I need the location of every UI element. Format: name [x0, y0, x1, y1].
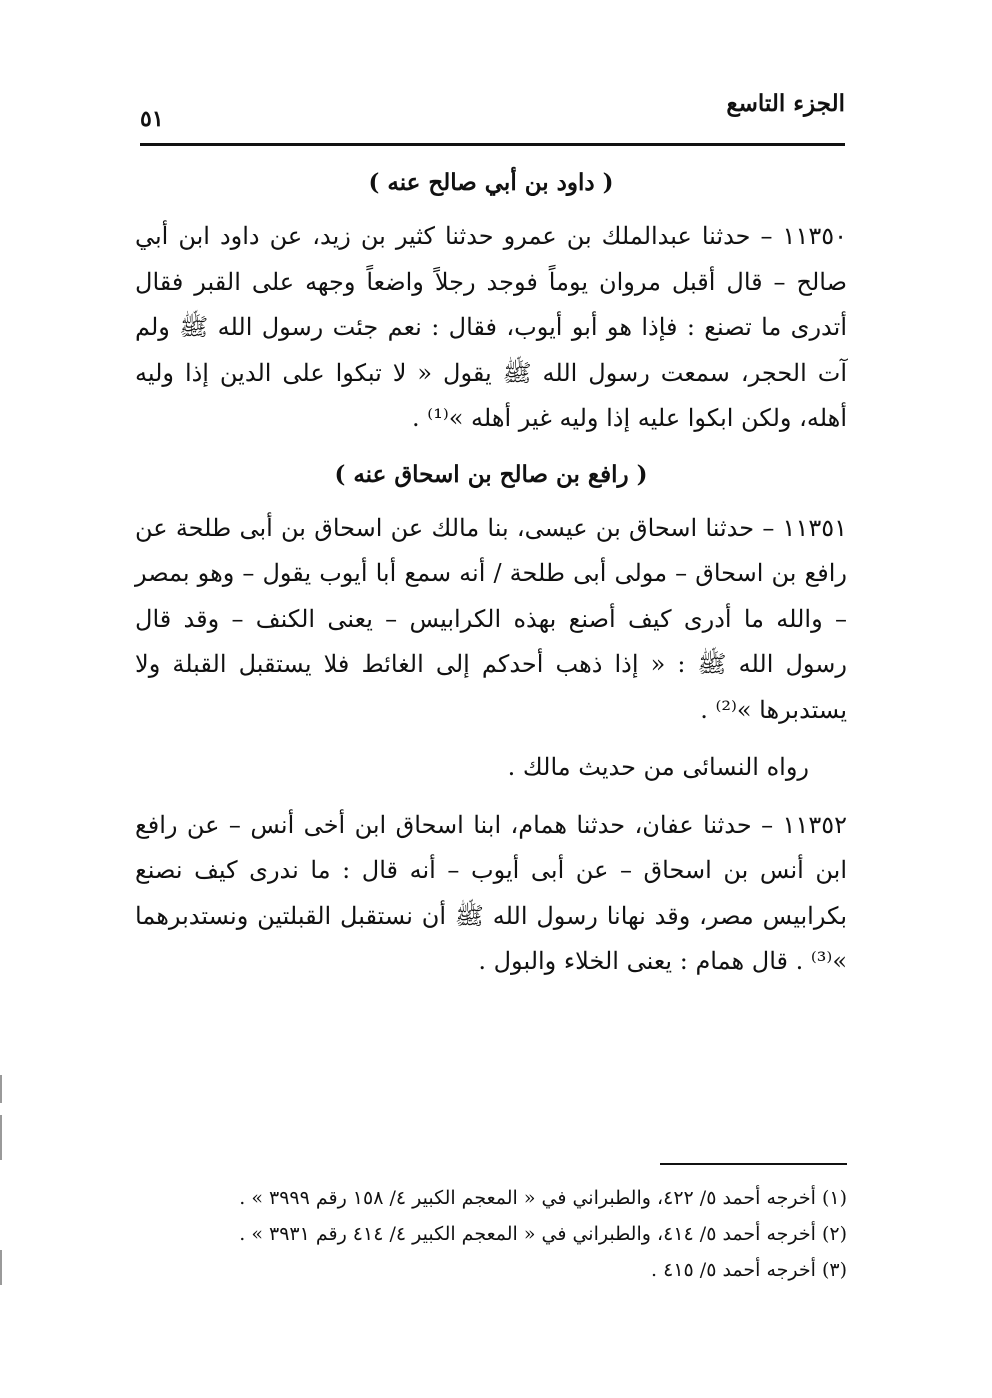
footnote-3: (٣) أخرجه أحمد ٥/ ٤١٥ .	[651, 1259, 847, 1281]
footnote-2: (٢) أخرجه أحمد ٥/ ٤١٤، والطبراني في « المعجم الكبير ٤/ ٤١٤ رقم ٣٩٣١ » .	[239, 1223, 847, 1245]
main-text	[135, 162, 847, 997]
hadith-11351: ١١٣٥١ – حدثنا اسحاق بن عيسى، بنا مالك عن اسحاق بن أبى طلحة عن رافع بن اسحاق – مولى أبى طلحة / أنه سمع أبا أيوب يقول – وهو بمصر – والله ما أدرى كيف أصنع بهذه الكرابيس – يعنى الكنف – وقد قال رسول الله ﷺ : « إذا ذهب أحدكم إلى الغائط فلا يستقبل القبلة ولا يستدبرها »⁽²⁾ .	[135, 513, 847, 724]
hadith-11352: ١١٣٥٢ – حدثنا عفان، حدثنا همام، ابنا اسحاق ابن أخى أنس – عن رافع ابن أنس بن اسحاق – عن أبى أيوب – أنه قال : ما ندرى كيف نصنع بكرابيس مصر، وقد نهانا رسول الله ﷺ أن نستقبل القبلتين ونستدبرهما »⁽³⁾ . قال همام : يعنى الخلاء والبول .	[135, 810, 847, 975]
section-heading-dawud: ( داود بن أبي صالح عنه )	[368, 169, 614, 196]
footnote-rule	[660, 1163, 847, 1165]
scan-edge-mark	[0, 1250, 2, 1285]
narration-note: رواه النسائى من حديث مالك .	[507, 753, 809, 781]
section-heading-rafi: ( رافع بن صالح بن اسحاق عنه )	[334, 460, 648, 488]
footnotes	[135, 1180, 847, 1288]
scan-edge-mark	[0, 1075, 2, 1103]
footnote-1: (١) أخرجه أحمد ٥/ ٤٢٢، والطبراني في « المعجم الكبير ٤/ ١٥٨ رقم ٣٩٩٩ » .	[239, 1187, 847, 1209]
page-header	[140, 84, 845, 144]
header-rule	[140, 143, 845, 146]
running-title: الجزء التاسع	[726, 90, 845, 117]
page-number: ٥١	[140, 106, 164, 132]
scan-edge-mark	[0, 1115, 2, 1160]
hadith-11350: ١١٣٥٠ – حدثنا عبدالملك بن عمرو حدثنا كثير بن زيد، عن داود ابن أبي صالح – قال أقبل مروان يوماً فوجد رجلاً واضعاً وجهه على القبر فقال أتدرى ما تصنع : فإذا هو أبو أيوب، فقال : نعم جئت رسول الله ﷺ ولم آت الحجر، سمعت رسول الله ﷺ يقول « لا تبكوا على الدين إذا وليه أهله، ولكن ابكوا عليه إذا وليه غير أهله »⁽¹⁾ .	[135, 222, 848, 432]
